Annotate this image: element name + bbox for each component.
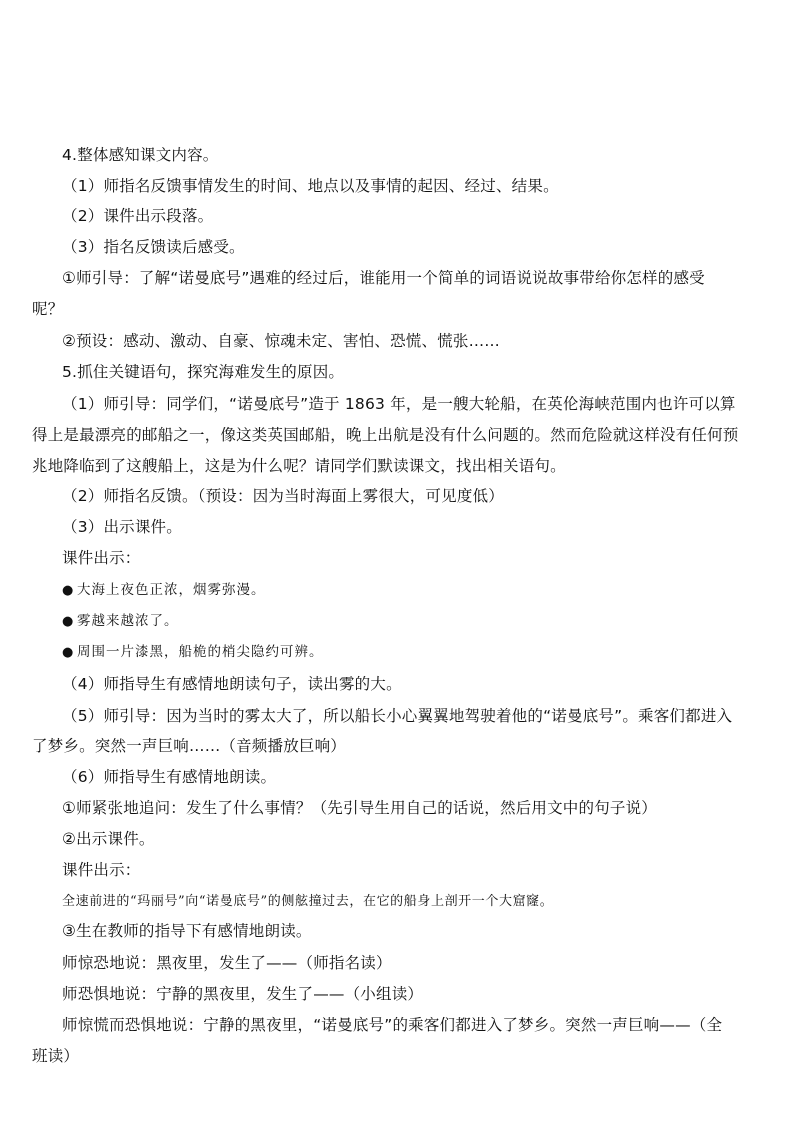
paragraph: 师惊恐地说：黑夜里，发生了——（师指名读） — [62, 954, 392, 972]
bullet-item — [62, 579, 266, 602]
paragraph: （6）师指导生有感情地朗读。 — [62, 768, 277, 786]
paragraph-continuation: 呢？ — [32, 300, 64, 318]
paragraph: 师惊慌而恐惧地说：宁静的黑夜里，“诺曼底号”的乘客们都进入了梦乡。突然一声巨响——（全 — [62, 1016, 723, 1034]
bullet-item — [62, 610, 179, 633]
bullet-text: 雾越来越浓了。 — [77, 613, 179, 629]
bullet-item — [62, 641, 324, 664]
paragraph: ①师引导：了解“诺曼底号”遇难的经过后，谁能用一个简单的词语说说故事带给你怎样的感受 — [62, 269, 705, 287]
paragraph: ②出示课件。 — [62, 830, 155, 848]
paragraph-continuation: 得上是最漂亮的邮船之一，像这类英国邮船，晚上出航是没有什么问题的。然而危险就这样没有任何预 — [32, 426, 739, 444]
paragraph: （2）课件出示段落。 — [62, 207, 214, 225]
paragraph: （1）师引导：同学们，“诺曼底号”造于 1863 年，是一艘大轮船，在英伦海峡范围内也许可以算 — [62, 395, 736, 413]
courseware-label: 课件出示： — [62, 861, 141, 879]
paragraph-continuation: 兆地降临到了这艘船上，这是为什么呢？请同学们默读课文，找出相关语句。 — [32, 457, 566, 475]
paragraph: （3）出示课件。 — [62, 518, 182, 536]
paragraph: ①师紧张地追问：发生了什么事情？（先引导生用自己的话说，然后用文中的句子说） — [62, 799, 657, 817]
bullet-text: 周围一片漆黑，船桅的梢尖隐约可辨。 — [77, 644, 324, 660]
bullet-icon: ● — [62, 583, 75, 598]
section-heading-4: 4.整体感知课文内容。 — [62, 146, 219, 164]
paragraph: 师恐惧地说：宁静的黑夜里，发生了——（小组读） — [62, 985, 424, 1003]
bullet-text: 大海上夜色正浓，烟雾弥漫。 — [77, 582, 266, 598]
courseware-label: 课件出示： — [62, 549, 141, 567]
paragraph: ②预设：感动、激动、自豪、惊魂未定、害怕、恐慌、慌张…… — [62, 332, 500, 350]
courseware-sentence: 全速前进的“玛丽号”向“诺曼底号”的侧舷撞过去，在它的船身上剖开一个大窟窿。 — [62, 894, 554, 909]
section-heading-5: 5.抓住关键语句，探究海难发生的原因。 — [62, 363, 345, 381]
paragraph: （3）指名反馈读后感受。 — [62, 238, 245, 256]
paragraph: （5）师引导：因为当时的雾太大了，所以船长小心翼翼地驾驶着他的“诺曼底号”。乘客们都进入 — [62, 707, 733, 725]
paragraph: ③生在教师的指导下有感情地朗读。 — [62, 922, 312, 940]
paragraph: （4）师指导生有感情地朗读句子，读出雾的大。 — [62, 675, 402, 693]
paragraph: （1）师指名反馈事情发生的时间、地点以及事情的起因、经过、结果。 — [62, 177, 559, 195]
paragraph-continuation: 了梦乡。突然一声巨响……（音频播放巨响） — [32, 737, 347, 755]
paragraph: （2）师指名反馈。（预设：因为当时海面上雾很大，可见度低） — [62, 487, 504, 505]
bullet-icon: ● — [62, 614, 75, 629]
paragraph-continuation: 班读） — [32, 1047, 80, 1065]
bullet-icon: ● — [62, 645, 75, 660]
